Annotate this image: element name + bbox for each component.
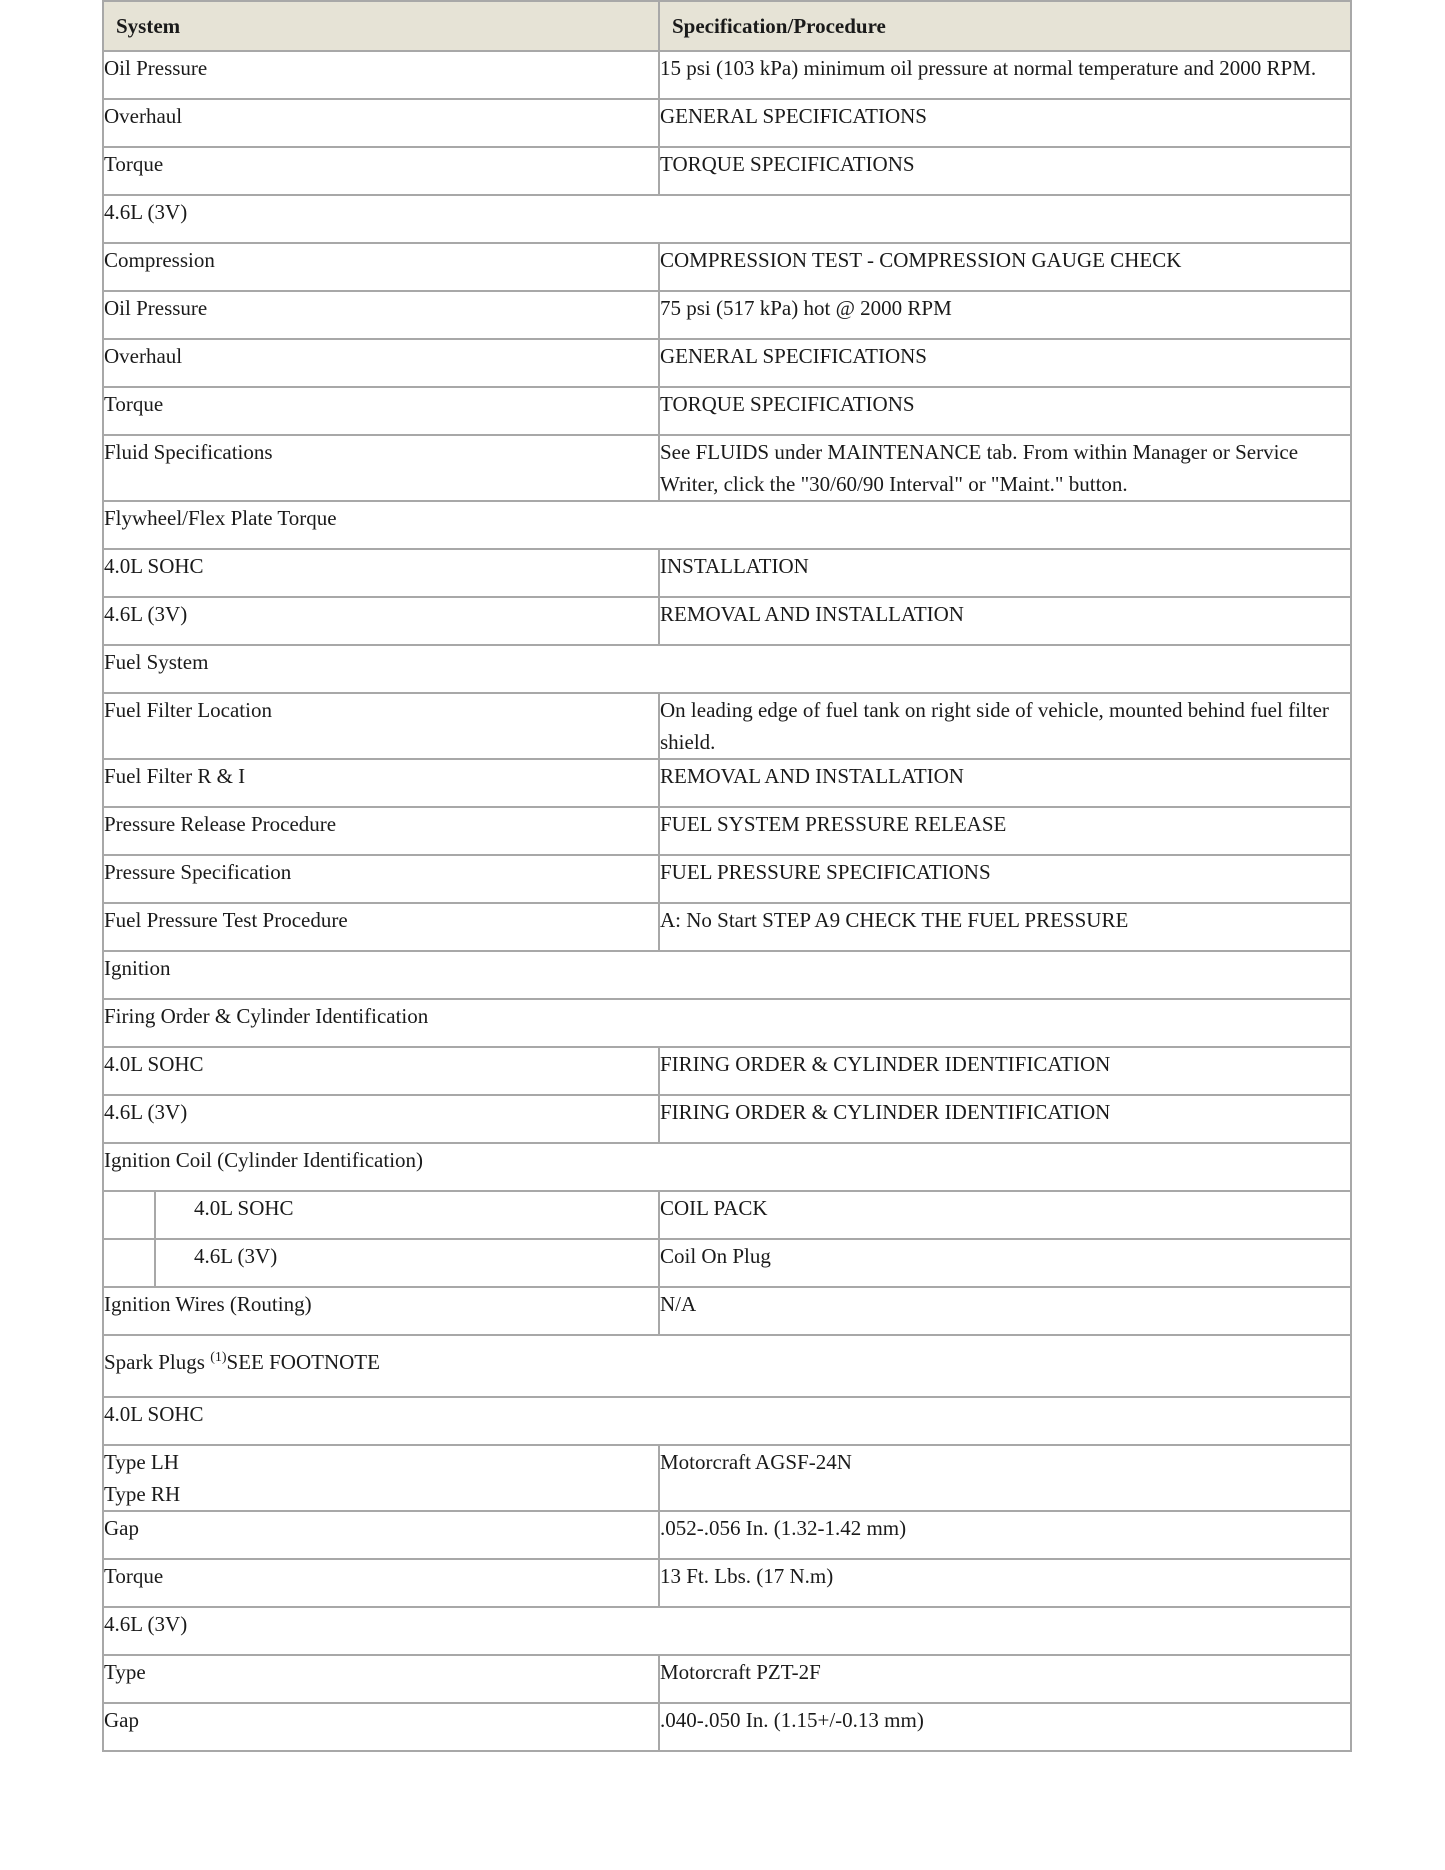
table-row (103, 1239, 1351, 1287)
spec-cell[interactable]: FUEL SYSTEM PRESSURE RELEASE (659, 807, 1351, 855)
spec-cell: .040-.050 In. (1.15+/-0.13 mm) (659, 1703, 1351, 1751)
table-row (103, 195, 1351, 243)
table-row (103, 1191, 1351, 1239)
table-row (103, 243, 1351, 291)
table-row (103, 387, 1351, 435)
table-row (103, 435, 1351, 501)
type-rh-label: Type RH (104, 1482, 181, 1506)
table-row (103, 1607, 1351, 1655)
header-system: System (103, 1, 659, 51)
system-cell: 4.6L (3V) (103, 597, 659, 645)
system-cell: Gap (103, 1703, 659, 1751)
spec-cell: Motorcraft PZT-2F (659, 1655, 1351, 1703)
spec-cell: .052-.056 In. (1.32-1.42 mm) (659, 1511, 1351, 1559)
section-label: Fuel System (103, 645, 1351, 693)
section-label: Firing Order & Cylinder Identification (103, 999, 1351, 1047)
table-row (103, 1559, 1351, 1607)
section-label: Ignition (103, 951, 1351, 999)
spec-cell[interactable]: TORQUE SPECIFICATIONS (659, 387, 1351, 435)
table-row (103, 855, 1351, 903)
system-cell: Fuel Pressure Test Procedure (103, 903, 659, 951)
spec-cell: 75 psi (517 kPa) hot @ 2000 RPM (659, 291, 1351, 339)
spec-cell: Coil On Plug (659, 1239, 1351, 1287)
table-row (103, 1703, 1351, 1751)
system-cell: Oil Pressure (103, 51, 659, 99)
table-header-row (103, 1, 1351, 51)
spec-cell[interactable]: TORQUE SPECIFICATIONS (659, 147, 1351, 195)
table-row (103, 807, 1351, 855)
table-row (103, 1287, 1351, 1335)
table-row (103, 1047, 1351, 1095)
system-cell-nested (103, 1239, 659, 1287)
system-cell: Torque (103, 1559, 659, 1607)
spec-cell[interactable]: FUEL PRESSURE SPECIFICATIONS (659, 855, 1351, 903)
system-cell: Oil Pressure (103, 291, 659, 339)
system-cell: 4.6L (3V) (194, 1244, 278, 1268)
table-row (103, 1095, 1351, 1143)
spec-cell: See FLUIDS under MAINTENANCE tab. From within Manager or Service Writer, click the "30/60/90 Interval" or "Maint." button. (659, 435, 1351, 501)
system-cell-nested (103, 1191, 659, 1239)
table-row (103, 597, 1351, 645)
footnote-link[interactable]: SEE FOOTNOTE (226, 1350, 380, 1374)
header-spec: Specification/Procedure (659, 1, 1351, 51)
system-cell (103, 1445, 659, 1511)
spec-cell[interactable]: FIRING ORDER & CYLINDER IDENTIFICATION (659, 1095, 1351, 1143)
system-cell: Type (103, 1655, 659, 1703)
section-label: 4.6L (3V) (103, 195, 1351, 243)
spacer-cell (104, 1240, 155, 1286)
system-cell: Overhaul (103, 339, 659, 387)
table-row (103, 1511, 1351, 1559)
section-label: 4.0L SOHC (103, 1397, 1351, 1445)
spec-table-container (102, 0, 1350, 1752)
table-row (103, 291, 1351, 339)
system-cell: Gap (103, 1511, 659, 1559)
system-cell: 4.0L SOHC (194, 1196, 294, 1220)
system-cell: Torque (103, 147, 659, 195)
table-row (103, 645, 1351, 693)
table-row (103, 999, 1351, 1047)
spec-cell: COIL PACK (659, 1191, 1351, 1239)
table-row (103, 1143, 1351, 1191)
spec-cell[interactable]: A: No Start STEP A9 CHECK THE FUEL PRESSURE (659, 903, 1351, 951)
table-row (103, 951, 1351, 999)
spec-cell[interactable]: COMPRESSION TEST - COMPRESSION GAUGE CHECK (659, 243, 1351, 291)
table-row (103, 693, 1351, 759)
spec-cell: Motorcraft AGSF-24N (659, 1445, 1351, 1511)
spec-cell[interactable]: GENERAL SPECIFICATIONS (659, 99, 1351, 147)
table-row (103, 501, 1351, 549)
section-label: Ignition Coil (Cylinder Identification) (103, 1143, 1351, 1191)
nested-cell-table (104, 1240, 658, 1286)
system-cell: Pressure Specification (103, 855, 659, 903)
spec-cell[interactable]: REMOVAL AND INSTALLATION (659, 597, 1351, 645)
system-cell: Pressure Release Procedure (103, 807, 659, 855)
spec-cell: 13 Ft. Lbs. (17 N.m) (659, 1559, 1351, 1607)
table-row (103, 1397, 1351, 1445)
section-label: 4.6L (3V) (103, 1607, 1351, 1655)
table-row (103, 549, 1351, 597)
system-cell: Fuel Filter R & I (103, 759, 659, 807)
system-cell: 4.0L SOHC (103, 549, 659, 597)
spec-cell[interactable]: GENERAL SPECIFICATIONS (659, 339, 1351, 387)
specifications-table (102, 0, 1352, 1752)
table-row (103, 339, 1351, 387)
table-row (103, 1445, 1351, 1511)
system-cell: Fluid Specifications (103, 435, 659, 501)
spec-cell[interactable]: INSTALLATION (659, 549, 1351, 597)
system-cell: Torque (103, 387, 659, 435)
spec-cell: 15 psi (103 kPa) minimum oil pressure at normal temperature and 2000 RPM. (659, 51, 1351, 99)
type-lh-label: Type LH (104, 1450, 179, 1474)
section-label (103, 1335, 1351, 1397)
spec-cell[interactable]: FIRING ORDER & CYLINDER IDENTIFICATION (659, 1047, 1351, 1095)
system-cell: 4.0L SOHC (103, 1047, 659, 1095)
system-cell: Overhaul (103, 99, 659, 147)
table-row (103, 51, 1351, 99)
spec-cell: On leading edge of fuel tank on right side of vehicle, mounted behind fuel filter shield. (659, 693, 1351, 759)
system-cell: Compression (103, 243, 659, 291)
system-cell: Fuel Filter Location (103, 693, 659, 759)
table-row (103, 759, 1351, 807)
footnote-marker: (1) (210, 1350, 227, 1365)
spec-cell[interactable]: REMOVAL AND INSTALLATION (659, 759, 1351, 807)
table-row (103, 903, 1351, 951)
spacer-cell (104, 1192, 155, 1238)
spec-cell: N/A (659, 1287, 1351, 1335)
spark-plugs-label: Spark Plugs (104, 1350, 211, 1374)
table-row (103, 1335, 1351, 1397)
table-row (103, 99, 1351, 147)
table-row (103, 147, 1351, 195)
nested-cell-table (104, 1192, 658, 1238)
table-row (103, 1655, 1351, 1703)
section-label: Flywheel/Flex Plate Torque (103, 501, 1351, 549)
system-cell: Ignition Wires (Routing) (103, 1287, 659, 1335)
system-cell: 4.6L (3V) (103, 1095, 659, 1143)
